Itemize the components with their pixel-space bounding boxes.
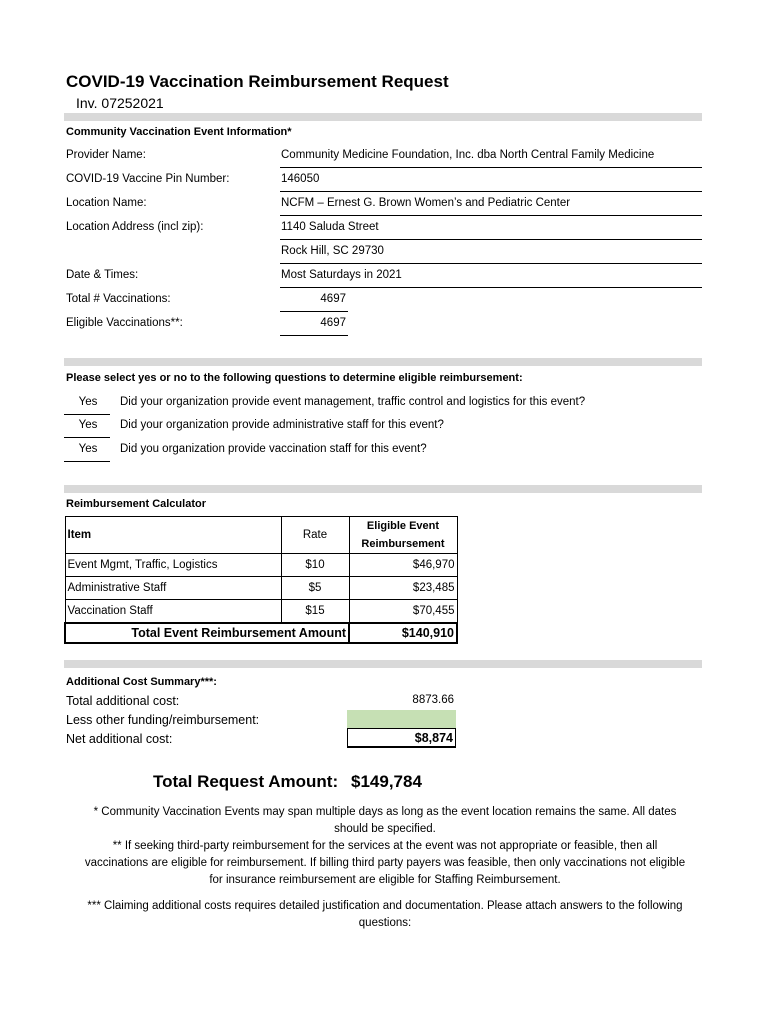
question-text: Did your organization provide administrative staff for this event? xyxy=(120,419,444,431)
total-vaccinations-field[interactable]: 4697 xyxy=(320,293,346,305)
net-cost-field: $8,874 xyxy=(347,728,456,748)
section-divider xyxy=(64,113,702,121)
col-eligible-header-line2: Reimbursement xyxy=(361,538,445,550)
eligible-vaccinations-field[interactable]: 4697 xyxy=(320,317,346,329)
less-funding-label: Less other funding/reimbursement: xyxy=(66,713,260,727)
dates-label: Date & Times: xyxy=(66,269,139,281)
table-row xyxy=(65,554,457,577)
pin-label: COVID-19 Vaccine Pin Number: xyxy=(66,173,230,185)
question-text: Did you organization provide vaccination staff for this event? xyxy=(120,443,427,455)
additional-total-label: Total additional cost: xyxy=(66,694,180,708)
provider-label: Provider Name: xyxy=(66,149,146,161)
field-underline xyxy=(280,335,348,336)
location-field[interactable]: NCFM – Ernest G. Brown Women’s and Pediatric Center xyxy=(281,197,571,209)
total-value: $140,910 xyxy=(349,623,457,643)
yes-no-select[interactable]: Yes xyxy=(78,419,98,431)
row-item: Event Mgmt, Traffic, Logistics xyxy=(65,554,281,577)
row-amount: $23,485 xyxy=(349,577,457,600)
additional-heading: Additional Cost Summary***: xyxy=(66,676,217,688)
net-cost-label: Net additional cost: xyxy=(66,732,173,746)
calculator-heading: Reimbursement Calculator xyxy=(66,498,206,510)
eligible-vaccinations-label: Eligible Vaccinations**: xyxy=(66,317,183,329)
questions-heading: Please select yes or no to the following questions to determine eligible reimbursement: xyxy=(66,372,523,384)
total-label: Total Event Reimbursement Amount xyxy=(65,623,349,643)
less-funding-field[interactable] xyxy=(347,710,456,728)
field-underline xyxy=(64,437,110,438)
col-eligible-header-line1: Eligible Event xyxy=(366,520,440,532)
field-underline xyxy=(280,167,702,168)
field-underline xyxy=(64,461,110,462)
page-title: COVID-19 Vaccination Reimbursement Request xyxy=(66,72,449,91)
field-underline xyxy=(280,263,702,264)
field-underline xyxy=(280,311,348,312)
address-line1-field[interactable]: 1140 Saluda Street xyxy=(281,221,379,233)
row-item: Administrative Staff xyxy=(65,577,281,600)
footnote-3: *** Claiming additional costs requires detailed justification and documentation. Please attach answers to the following questions: xyxy=(87,900,683,929)
reimbursement-table xyxy=(64,516,458,644)
col-eligible-header xyxy=(349,517,457,554)
row-rate: $10 xyxy=(281,554,349,577)
total-row xyxy=(65,623,457,643)
row-rate: $5 xyxy=(281,577,349,600)
total-request-value: $149,784 xyxy=(351,772,422,791)
table-row xyxy=(65,577,457,600)
section-divider xyxy=(64,358,702,366)
row-rate: $15 xyxy=(281,600,349,624)
location-label: Location Name: xyxy=(66,197,147,209)
row-amount: $46,970 xyxy=(349,554,457,577)
table-row xyxy=(65,600,457,624)
col-item-header: Item xyxy=(65,517,281,554)
event-info-heading: Community Vaccination Event Information* xyxy=(66,126,292,138)
field-underline xyxy=(64,414,110,415)
yes-no-select[interactable]: Yes xyxy=(78,443,98,455)
provider-field[interactable]: Community Medicine Foundation, Inc. dba North Central Family Medicine xyxy=(281,149,655,161)
invoice-number: Inv. 07252021 xyxy=(76,95,164,111)
field-underline xyxy=(280,215,702,216)
additional-total-field[interactable]: 8873.66 xyxy=(412,694,454,706)
table-header-row xyxy=(65,517,457,554)
footnote-2: ** If seeking third-party reimbursement for the services at the event was not appropriate or feasible, then all vaccinations are eligible for reimbursement. If billing third party payers was feasible, then only vaccinations not eligible for insurance reimbursement are eligible for Staffing Reimbursement. xyxy=(84,840,686,886)
address-line2-field[interactable]: Rock Hill, SC 29730 xyxy=(281,245,384,257)
footnote-1: * Community Vaccination Events may span multiple days as long as the event location remains the same. All dates should be specified. xyxy=(93,806,677,835)
total-request-label: Total Request Amount: xyxy=(153,772,339,791)
total-vaccinations-label: Total # Vaccinations: xyxy=(66,293,171,305)
row-amount: $70,455 xyxy=(349,600,457,624)
pin-field[interactable]: 146050 xyxy=(281,173,320,185)
field-underline xyxy=(280,191,702,192)
field-underline xyxy=(280,239,702,240)
section-divider xyxy=(64,485,702,493)
yes-no-select[interactable]: Yes xyxy=(78,396,98,408)
question-text: Did your organization provide event management, traffic control and logistics for this event? xyxy=(120,396,586,408)
col-rate-header: Rate xyxy=(281,517,349,554)
section-divider xyxy=(64,660,702,668)
field-underline xyxy=(280,287,702,288)
row-item: Vaccination Staff xyxy=(65,600,281,624)
dates-field[interactable]: Most Saturdays in 2021 xyxy=(281,269,402,281)
address-label: Location Address (incl zip): xyxy=(66,221,204,233)
